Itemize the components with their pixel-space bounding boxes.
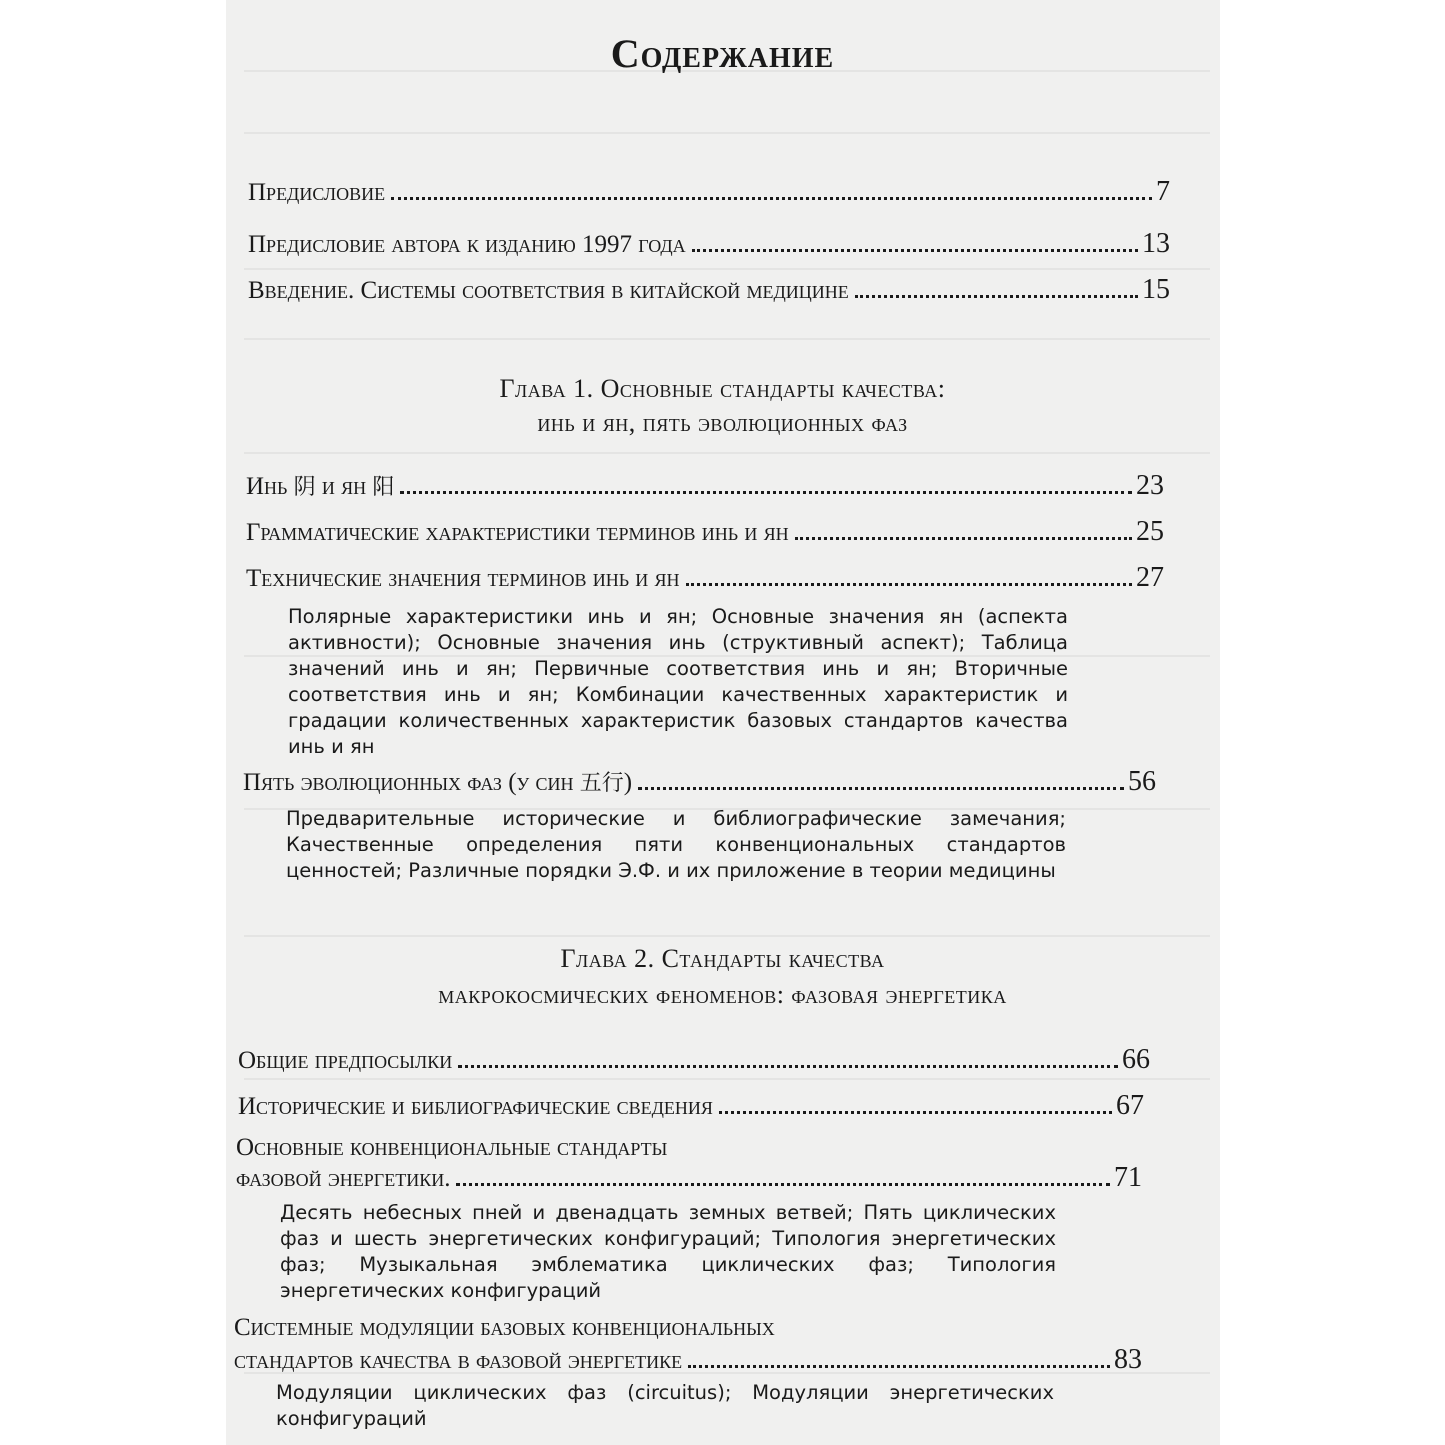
- toc-page-number: 83: [1114, 1344, 1142, 1375]
- toc-label: Основные конвенциональные стандарты: [236, 1134, 668, 1161]
- toc-subtopics: Полярные характеристики инь и ян; Основные значения ян (аспекта активности); Основные значения инь (структивный аспект); Таблица значений инь и ян; Первичные соответствия инь и ян; Вторичные соответствия инь и ян; Комбинации качественных характеристик и градации количественных характеристик базовых стандартов качества инь и ян: [288, 605, 1068, 758]
- toc-entry-preface[interactable]: [248, 176, 1170, 208]
- leader-dots: [686, 583, 1132, 586]
- toc-subtopics: Десять небесных пней и двенадцать земных ветвей; Пять циклических фаз и шесть энергетических конфигураций; Типология энергетических фаз; Музыкальная эмблематика циклических фаз; Типология энергетических конфигураций: [280, 1201, 1056, 1302]
- leader-dots: [855, 295, 1138, 298]
- toc-label-text: и ян: [315, 473, 373, 500]
- leader-dots: [795, 537, 1132, 540]
- toc-label-text: Пять эволюционных фаз (у син: [243, 769, 580, 796]
- toc-label: Предисловие: [248, 179, 386, 206]
- toc-label-text: ): [623, 769, 633, 796]
- toc-label: Технические значения терминов инь и ян: [246, 565, 680, 592]
- chapter-2-heading-line-1: Глава 2. Стандарты качества: [560, 944, 885, 973]
- toc-page-number: 66: [1122, 1044, 1150, 1075]
- toc-entry-yin-yang[interactable]: [246, 470, 1164, 502]
- toc-entry-five-phases[interactable]: [243, 766, 1156, 798]
- toc-entry-author-preface[interactable]: [248, 228, 1170, 260]
- toc-page-number: 23: [1136, 470, 1164, 501]
- toc-label: Общие предпосылки: [238, 1047, 453, 1074]
- toc-page-number: 7: [1156, 176, 1170, 207]
- toc-entry-grammar[interactable]: [246, 516, 1164, 548]
- toc-entry-general-premises[interactable]: [238, 1044, 1150, 1076]
- leader-dots: [719, 1111, 1112, 1114]
- toc-entry-historical-info[interactable]: [238, 1090, 1144, 1122]
- chinese-character: 阳: [372, 475, 395, 500]
- leader-dots: [692, 249, 1138, 252]
- toc-entry-system-modulations[interactable]: [234, 1344, 1142, 1376]
- toc-page-number: 25: [1136, 516, 1164, 547]
- toc-page-number: 56: [1128, 766, 1156, 797]
- chinese-character: 五行: [579, 771, 624, 796]
- toc-page-number: 15: [1142, 274, 1170, 305]
- toc-page-number: 67: [1116, 1090, 1144, 1121]
- toc-entry-basic-standards[interactable]: [236, 1162, 1142, 1194]
- toc-page-number: 71: [1114, 1162, 1142, 1193]
- toc-page-number: 27: [1136, 562, 1164, 593]
- leader-dots: [458, 1065, 1118, 1068]
- toc-page-number: 13: [1142, 228, 1170, 259]
- toc-label: Предисловие автора к изданию 1997 года: [248, 231, 686, 258]
- leader-dots: [638, 787, 1124, 790]
- toc-label: [243, 766, 632, 797]
- toc-label: стандартов качества в фазовой энергетике: [234, 1347, 683, 1374]
- leader-dots: [688, 1365, 1110, 1368]
- chapter-1-heading-line-2: инь и ян, пять эволюционных фаз: [537, 408, 908, 437]
- toc-label-text: Инь: [246, 473, 294, 500]
- leader-dots: [400, 491, 1132, 494]
- chapter-1-heading-line-1: Глава 1. Основные стандарты качества:: [499, 374, 946, 403]
- toc-label: Грамматические характеристики терминов инь и ян: [246, 519, 789, 546]
- toc-subtopics: Предварительные исторические и библиографические замечания; Качественные определения пяти конвенциональных стандартов ценностей; Различные порядки Э.Ф. и их приложение в теории медицины: [286, 807, 1066, 882]
- toc-entry-technical-meanings[interactable]: [246, 562, 1164, 594]
- toc-label: [246, 470, 394, 501]
- toc-label: Системные модуляции базовых конвенциональных: [234, 1314, 775, 1341]
- toc-label: Исторические и библиографические сведения: [238, 1093, 713, 1120]
- leader-dots: [391, 197, 1152, 200]
- chapter-2-heading-line-2: макрокосмических феноменов: фазовая энергетика: [438, 980, 1007, 1009]
- toc-entry-introduction[interactable]: [248, 274, 1170, 306]
- toc-label: Введение. Системы соответствия в китайской медицине: [248, 277, 849, 304]
- chinese-character: 阴: [293, 475, 316, 500]
- page-title: Содержание: [610, 31, 835, 76]
- toc-label: фазовой энергетики.: [236, 1165, 451, 1192]
- toc-subtopics: Модуляции циклических фаз (circuitus); Модуляции энергетических конфигураций: [276, 1381, 1054, 1430]
- leader-dots: [456, 1183, 1110, 1186]
